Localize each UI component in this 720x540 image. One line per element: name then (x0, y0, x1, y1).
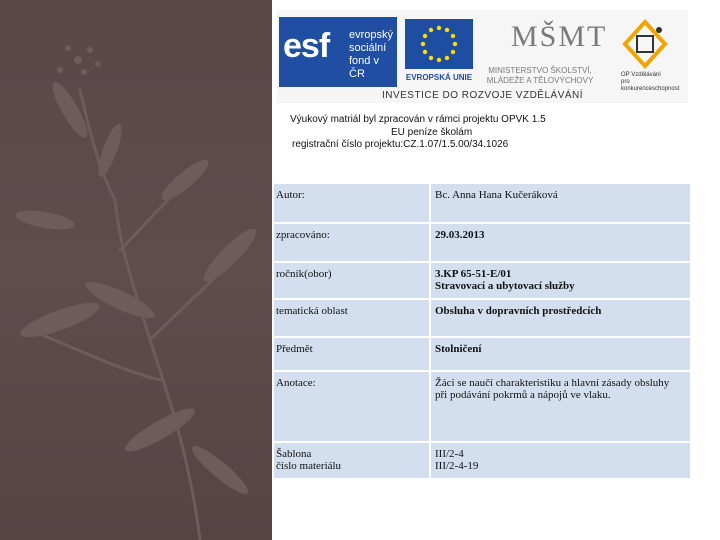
table-row (273, 371, 691, 442)
table-row (273, 183, 691, 223)
esf-text-line: sociální (349, 42, 387, 54)
label-text: Autor: (276, 189, 305, 201)
table-row (273, 442, 691, 479)
value-text: Stolničení (435, 343, 482, 355)
logo-caption: INVESTICE DO ROZVOJE VZDĚLÁVÁNÍ (381, 90, 584, 101)
esf-letters: esf (283, 27, 330, 65)
esf-text-line: fond v ČR (349, 55, 379, 80)
value-text: III/2-4 (435, 448, 464, 460)
value-text: 29.03.2013 (435, 229, 485, 241)
logo-strip (277, 10, 688, 103)
row-label (273, 371, 430, 442)
label-text: zpracováno: (276, 229, 330, 241)
label-text: číslo materiálu (276, 460, 342, 472)
esf-logo (279, 17, 397, 87)
value-text: 3.KP 65-51-E/01 (435, 268, 512, 280)
project-intro (288, 114, 608, 152)
intro-line: EU peníze školám (391, 126, 473, 138)
label-text: ročník(obor) (276, 268, 332, 280)
label-text: Anotace: (276, 377, 316, 389)
value-text: Obsluha v dopravních prostředcích (435, 305, 602, 317)
value-text: Bc. Anna Hana Kučeráková (435, 189, 558, 201)
op-text-line: OP Vzdělávání (621, 72, 661, 78)
row-label (273, 183, 430, 223)
value-text: při podávání pokrmů a nápojů ve vlaku. (435, 389, 611, 401)
msmt-letters: MŠMT (511, 20, 608, 53)
label-text: Předmět (276, 343, 313, 355)
row-value (430, 337, 691, 371)
table-row (273, 262, 691, 299)
esf-text (349, 29, 397, 81)
msmt-text-line: MLÁDEŽE A TĚLOVÝCHOVY (486, 76, 594, 85)
op-logo (605, 18, 685, 92)
row-label (273, 223, 430, 262)
op-emblem-icon (605, 18, 685, 70)
metadata-table (272, 182, 692, 480)
label-text: tematická oblast (276, 305, 348, 317)
eu-logo (401, 17, 477, 87)
branch-illustration (0, 0, 272, 540)
row-label (273, 299, 430, 337)
row-value (430, 442, 691, 479)
op-text-line: pro konkurenceschopnost (621, 79, 680, 92)
table-row (273, 223, 691, 262)
row-value (430, 371, 691, 442)
row-value (430, 299, 691, 337)
intro-line: registrační číslo projektu:CZ.1.07/1.5.00/34.1026 (292, 139, 509, 150)
decorative-panel (0, 0, 272, 540)
msmt-text-line: MINISTERSTVO ŠKOLSTVÍ, (488, 66, 592, 75)
esf-text-line: evropský (349, 29, 394, 41)
label-text: Šablona (276, 448, 312, 460)
value-text: Žáci se naučí charakteristiku a hlavní zásady obsluhy (435, 377, 670, 389)
row-value (430, 223, 691, 262)
row-label (273, 337, 430, 371)
table-row (273, 337, 691, 371)
msmt-text (481, 66, 599, 86)
table-row (273, 299, 691, 337)
value-text: III/2-4-19 (435, 460, 479, 472)
row-label (273, 442, 430, 479)
row-value (430, 262, 691, 299)
row-label (273, 262, 430, 299)
eu-label: EVROPSKÁ UNIE (405, 73, 473, 82)
value-text: Stravovací a ubytovací služby (435, 280, 575, 292)
intro-line: Výukový matriál byl zpracován v rámci projektu OPVK 1.5 (290, 114, 546, 125)
row-value (430, 183, 691, 223)
eu-flag-icon (405, 19, 473, 69)
msmt-logo (481, 18, 608, 88)
